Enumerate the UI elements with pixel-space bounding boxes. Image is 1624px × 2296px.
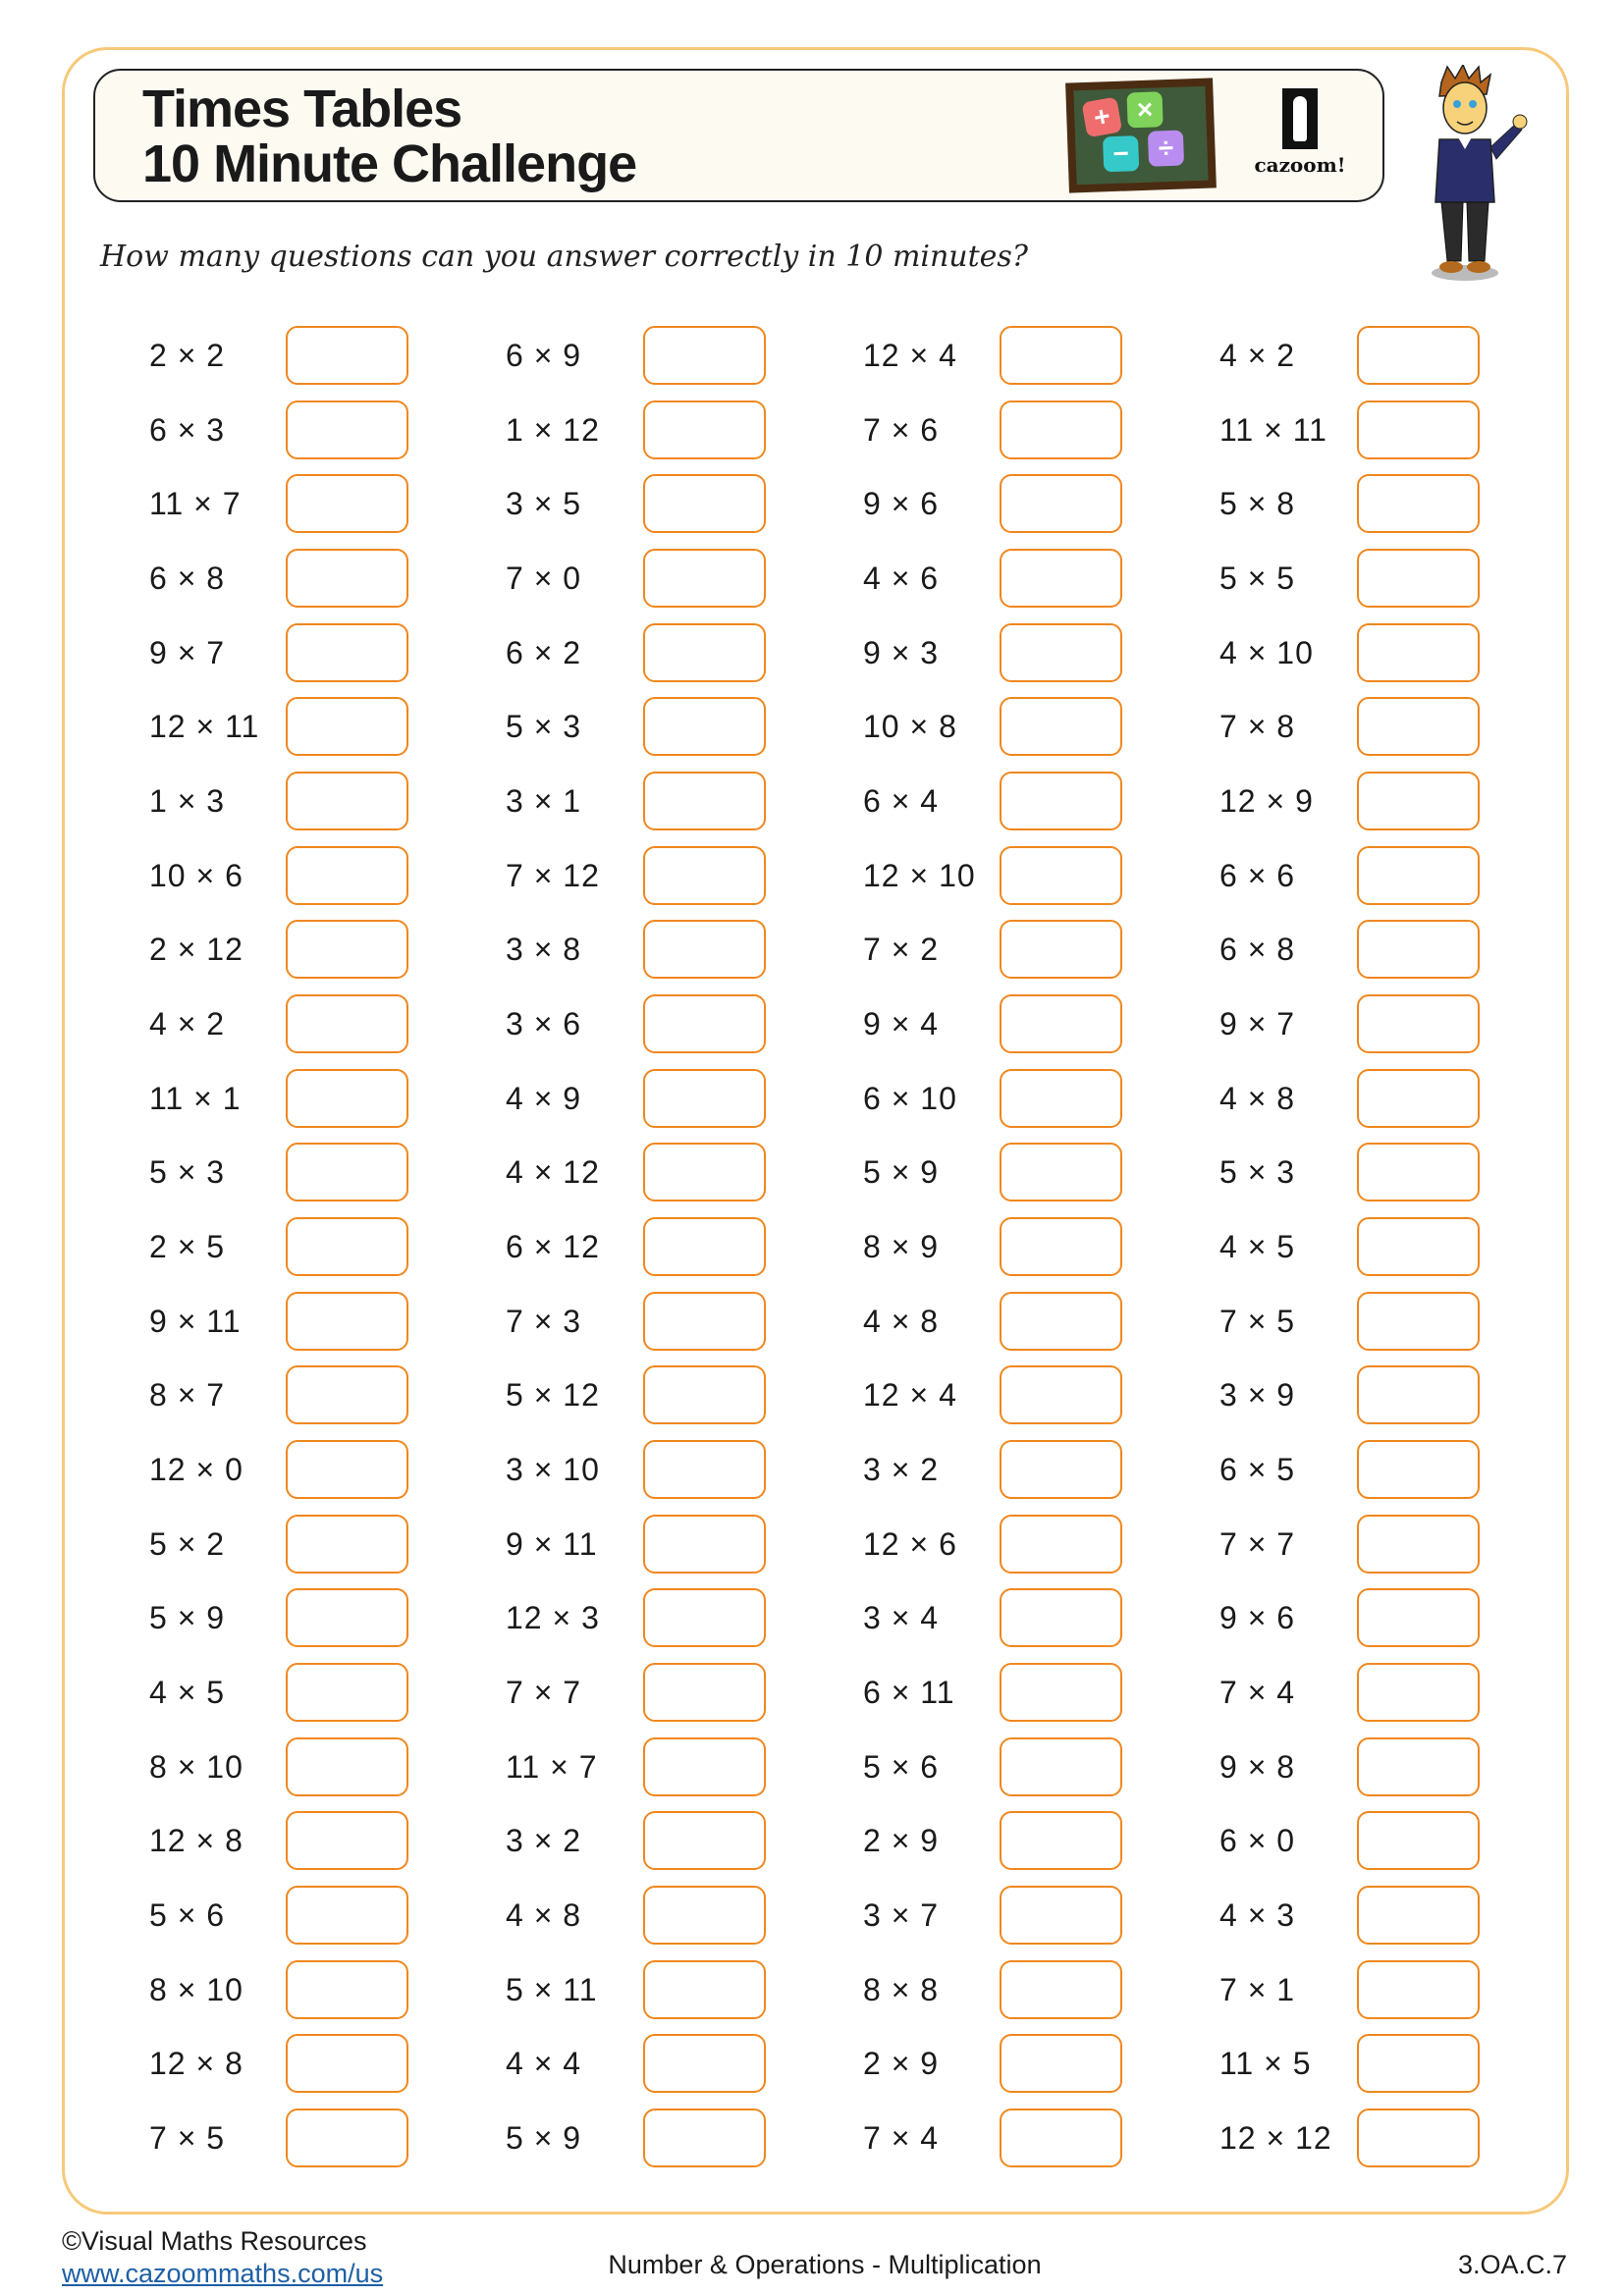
answer-box[interactable] [286, 549, 408, 608]
answer-box[interactable] [1000, 1292, 1122, 1351]
answer-box[interactable] [1357, 1069, 1480, 1128]
question-text: 5 × 3 [506, 709, 582, 745]
answer-box[interactable] [286, 1292, 408, 1351]
question-text: 6 × 12 [506, 1229, 600, 1265]
question-text: 9 × 7 [149, 634, 226, 670]
question-text: 6 × 6 [1219, 857, 1296, 893]
question-text: 3 × 6 [506, 1006, 582, 1042]
question-text: 5 × 9 [506, 2120, 582, 2157]
answer-box[interactable] [1000, 1886, 1122, 1945]
answer-box[interactable] [1357, 2109, 1480, 2167]
answer-box[interactable] [286, 2034, 408, 2093]
question-text: 12 × 6 [863, 1525, 957, 1562]
answer-box[interactable] [643, 1143, 766, 1201]
answer-box[interactable] [286, 994, 408, 1053]
answer-box[interactable] [286, 1960, 408, 2019]
question-text: 6 × 10 [863, 1080, 957, 1116]
question-text: 4 × 8 [863, 1303, 940, 1339]
answer-box[interactable] [286, 1217, 408, 1276]
question-text: 6 × 0 [1219, 1823, 1296, 1859]
website-link[interactable]: www.cazoommaths.com/us [62, 2259, 384, 2288]
question-text: 3 × 5 [506, 486, 582, 522]
question-text: 4 × 2 [1219, 338, 1296, 373]
question-text: 5 × 12 [506, 1377, 600, 1414]
question-text: 12 × 8 [149, 1823, 244, 1859]
question-text: 12 × 12 [1219, 2120, 1332, 2157]
answer-box[interactable] [286, 772, 408, 830]
question-text: 9 × 6 [1219, 1600, 1296, 1636]
question-text: 1 × 12 [506, 411, 600, 448]
answer-box[interactable] [1357, 623, 1480, 682]
question-text: 3 × 9 [1219, 1377, 1296, 1414]
answer-box[interactable] [643, 697, 766, 756]
answer-box[interactable] [286, 1811, 408, 1870]
question-text: 1 × 3 [149, 783, 226, 820]
answer-box[interactable] [286, 1440, 408, 1499]
answer-box[interactable] [1000, 2034, 1122, 2093]
question-text: 4 × 5 [1219, 1229, 1296, 1265]
question-text: 8 × 10 [149, 1748, 244, 1785]
answer-box[interactable] [643, 994, 766, 1053]
answer-box[interactable] [643, 2109, 766, 2167]
answer-box[interactable] [1000, 1588, 1122, 1647]
answer-box[interactable] [1357, 1292, 1480, 1351]
question-text: 5 × 11 [506, 1971, 598, 2007]
cazoom-logo-text: cazoom! [1254, 153, 1346, 177]
title-banner [93, 69, 1384, 202]
question-text: 2 × 2 [149, 338, 226, 373]
question-text: 7 × 12 [506, 857, 600, 893]
question-text: 3 × 2 [506, 1823, 582, 1859]
question-text: 12 × 0 [149, 1452, 244, 1488]
question-text: 12 × 11 [149, 709, 260, 745]
answer-box[interactable] [1357, 326, 1480, 385]
answer-box[interactable] [1357, 1588, 1480, 1647]
answer-box[interactable] [286, 1663, 408, 1722]
question-text: 10 × 6 [149, 857, 244, 893]
question-text: 7 × 4 [863, 2120, 940, 2157]
question-text: 9 × 7 [1219, 1006, 1296, 1042]
answer-box[interactable] [643, 1960, 766, 2019]
answer-box[interactable] [286, 623, 408, 682]
answer-box[interactable] [1000, 2109, 1122, 2167]
cartoon-boy-illustration [1406, 65, 1534, 283]
answer-box[interactable] [1000, 1737, 1122, 1796]
answer-box[interactable] [1357, 920, 1480, 979]
answer-box[interactable] [1000, 1515, 1122, 1574]
question-text: 4 × 4 [506, 2046, 582, 2082]
question-text: 4 × 6 [863, 561, 940, 596]
answer-box[interactable] [643, 772, 766, 830]
answer-box[interactable] [286, 1515, 408, 1574]
question-text: 12 × 4 [863, 1377, 957, 1414]
answer-box[interactable] [1000, 920, 1122, 979]
answer-box[interactable] [286, 1069, 408, 1128]
answer-box[interactable] [1000, 1440, 1122, 1499]
answer-box[interactable] [643, 326, 766, 385]
instructions: How many questions can you answer correctly in 10 minutes? [100, 240, 1028, 274]
question-text: 6 × 8 [1219, 932, 1296, 968]
question-text: 9 × 11 [506, 1525, 598, 1562]
answer-box[interactable] [286, 697, 408, 756]
title-line-2: 10 Minute Challenge [142, 134, 637, 193]
question-text: 4 × 8 [1219, 1080, 1296, 1116]
question-text: 8 × 8 [863, 1971, 940, 2007]
answer-box[interactable] [1357, 1515, 1480, 1574]
question-text: 7 × 7 [506, 1675, 582, 1711]
answer-box[interactable] [643, 1663, 766, 1722]
question-text: 7 × 8 [1219, 709, 1296, 745]
answer-box[interactable] [643, 1365, 766, 1424]
question-text: 5 × 3 [149, 1154, 226, 1191]
answer-box[interactable] [1000, 623, 1122, 682]
answer-box[interactable] [1357, 400, 1480, 459]
answer-box[interactable] [286, 1143, 408, 1201]
answer-box[interactable] [286, 920, 408, 979]
question-text: 4 × 10 [1219, 634, 1314, 670]
answer-box[interactable] [1357, 1440, 1480, 1499]
answer-box[interactable] [643, 474, 766, 533]
answer-box[interactable] [643, 400, 766, 459]
question-text: 4 × 3 [1219, 1897, 1296, 1934]
question-text: 6 × 11 [863, 1675, 955, 1711]
answer-box[interactable] [1000, 1365, 1122, 1424]
question-text: 6 × 3 [149, 411, 226, 448]
question-text: 3 × 2 [863, 1452, 940, 1488]
question-text: 12 × 4 [863, 338, 957, 373]
answer-box[interactable] [1357, 2034, 1480, 2093]
answer-box[interactable] [1000, 1663, 1122, 1722]
question-text: 9 × 4 [863, 1006, 940, 1042]
answer-box[interactable] [1357, 549, 1480, 608]
question-text: 7 × 7 [1219, 1525, 1296, 1562]
question-text: 2 × 9 [863, 2046, 940, 2082]
math-chalkboard-icon [1065, 78, 1217, 192]
question-text: 7 × 1 [1219, 1971, 1296, 2007]
question-text: 3 × 10 [506, 1452, 600, 1488]
question-text: 4 × 8 [506, 1897, 582, 1934]
question-text: 5 × 8 [1219, 486, 1296, 522]
answer-box[interactable] [643, 1440, 766, 1499]
answer-box[interactable] [286, 1886, 408, 1945]
times-icon: × [1126, 91, 1163, 128]
answer-box[interactable] [643, 1886, 766, 1945]
answer-box[interactable] [1357, 1811, 1480, 1870]
answer-box[interactable] [1000, 474, 1122, 533]
plus-icon: + [1081, 97, 1122, 138]
standard-code: 3.OA.C.7 [1457, 2250, 1567, 2279]
question-text: 6 × 4 [863, 783, 940, 820]
answer-box[interactable] [1000, 400, 1122, 459]
question-text: 12 × 3 [506, 1600, 600, 1636]
answer-box[interactable] [643, 1069, 766, 1128]
question-text: 11 × 1 [149, 1080, 242, 1116]
answer-box[interactable] [1000, 326, 1122, 385]
question-text: 12 × 10 [863, 857, 976, 893]
answer-box[interactable] [1357, 1960, 1480, 2019]
question-text: 2 × 12 [149, 932, 244, 968]
answer-box[interactable] [1000, 772, 1122, 830]
answer-box[interactable] [286, 1365, 408, 1424]
question-text: 4 × 2 [149, 1006, 226, 1042]
question-text: 6 × 2 [506, 634, 582, 670]
question-text: 12 × 8 [149, 2046, 244, 2082]
answer-box[interactable] [643, 1515, 766, 1574]
question-text: 7 × 0 [506, 561, 582, 596]
question-text: 5 × 3 [1219, 1154, 1296, 1191]
question-text: 6 × 8 [149, 561, 226, 596]
answer-box[interactable] [1000, 1960, 1122, 2019]
answer-box[interactable] [643, 1811, 766, 1870]
question-text: 9 × 8 [1219, 1748, 1296, 1785]
question-text: 5 × 6 [149, 1897, 226, 1934]
answer-box[interactable] [1000, 1143, 1122, 1201]
answer-box[interactable] [643, 623, 766, 682]
answer-box[interactable] [286, 326, 408, 385]
question-text: 7 × 4 [1219, 1675, 1296, 1711]
question-text: 4 × 12 [506, 1154, 600, 1191]
cazoom-cup-icon [1282, 88, 1318, 149]
question-text: 5 × 9 [149, 1600, 226, 1636]
copyright: ©Visual Maths Resources [62, 2226, 367, 2256]
answer-box[interactable] [1357, 474, 1480, 533]
answer-box[interactable] [643, 549, 766, 608]
question-text: 8 × 10 [149, 1971, 244, 2007]
question-text: 8 × 9 [863, 1229, 940, 1265]
question-text: 7 × 2 [863, 932, 940, 968]
question-text: 11 × 7 [506, 1748, 598, 1785]
answer-box[interactable] [643, 846, 766, 905]
cazoom-logo [1246, 88, 1354, 187]
answer-box[interactable] [286, 1737, 408, 1796]
answer-box[interactable] [643, 1292, 766, 1351]
question-text: 5 × 5 [1219, 561, 1296, 596]
question-text: 6 × 9 [506, 338, 582, 373]
answer-box[interactable] [1000, 1217, 1122, 1276]
question-text: 8 × 7 [149, 1377, 226, 1414]
answer-box[interactable] [1357, 1737, 1480, 1796]
title-line-1: Times Tables [142, 80, 462, 138]
minus-icon: − [1103, 135, 1139, 172]
answer-box[interactable] [1000, 846, 1122, 905]
answer-box[interactable] [1357, 1365, 1480, 1424]
topic-label: Number & Operations - Multiplication [608, 2250, 1042, 2279]
question-text: 5 × 9 [863, 1154, 940, 1191]
answer-box[interactable] [1000, 1811, 1122, 1870]
answer-box[interactable] [1357, 846, 1480, 905]
question-text: 9 × 11 [149, 1303, 242, 1339]
question-text: 11 × 7 [149, 486, 242, 522]
answer-box[interactable] [1357, 994, 1480, 1053]
answer-box[interactable] [1357, 697, 1480, 756]
question-text: 3 × 1 [506, 783, 582, 820]
question-text: 4 × 9 [506, 1080, 582, 1116]
question-text: 2 × 5 [149, 1229, 226, 1265]
question-text: 7 × 6 [863, 411, 940, 448]
question-text: 3 × 4 [863, 1600, 940, 1636]
answer-box[interactable] [1357, 772, 1480, 830]
answer-box[interactable] [1357, 1143, 1480, 1201]
question-text: 12 × 9 [1219, 783, 1314, 820]
answer-box[interactable] [286, 400, 408, 459]
answer-box[interactable] [1000, 994, 1122, 1053]
question-text: 5 × 6 [863, 1748, 940, 1785]
question-text: 10 × 8 [863, 709, 957, 745]
answer-box[interactable] [286, 1588, 408, 1647]
question-text: 7 × 5 [1219, 1303, 1296, 1339]
answer-box[interactable] [643, 920, 766, 979]
question-text: 7 × 3 [506, 1303, 582, 1339]
question-text: 9 × 3 [863, 634, 940, 670]
question-text: 2 × 9 [863, 1823, 940, 1859]
question-text: 6 × 5 [1219, 1452, 1296, 1488]
answer-box[interactable] [643, 1588, 766, 1647]
answer-box[interactable] [1357, 1217, 1480, 1276]
question-text: 3 × 7 [863, 1897, 940, 1934]
answer-box[interactable] [643, 1217, 766, 1276]
question-text: 9 × 6 [863, 486, 940, 522]
answer-box[interactable] [643, 1737, 766, 1796]
answer-box[interactable] [1000, 697, 1122, 756]
answer-box[interactable] [1000, 1069, 1122, 1128]
answer-box[interactable] [286, 846, 408, 905]
answer-box[interactable] [1357, 1663, 1480, 1722]
answer-box[interactable] [1000, 549, 1122, 608]
question-text: 11 × 5 [1219, 2046, 1312, 2082]
answer-box[interactable] [1357, 1886, 1480, 1945]
question-text: 4 × 5 [149, 1675, 226, 1711]
answer-box[interactable] [643, 2034, 766, 2093]
answer-box[interactable] [286, 2109, 408, 2167]
question-text: 3 × 8 [506, 932, 582, 968]
question-text: 5 × 2 [149, 1525, 226, 1562]
question-text: 11 × 11 [1219, 411, 1327, 448]
divide-icon: ÷ [1148, 131, 1184, 167]
question-text: 7 × 5 [149, 2120, 226, 2157]
answer-box[interactable] [286, 474, 408, 533]
